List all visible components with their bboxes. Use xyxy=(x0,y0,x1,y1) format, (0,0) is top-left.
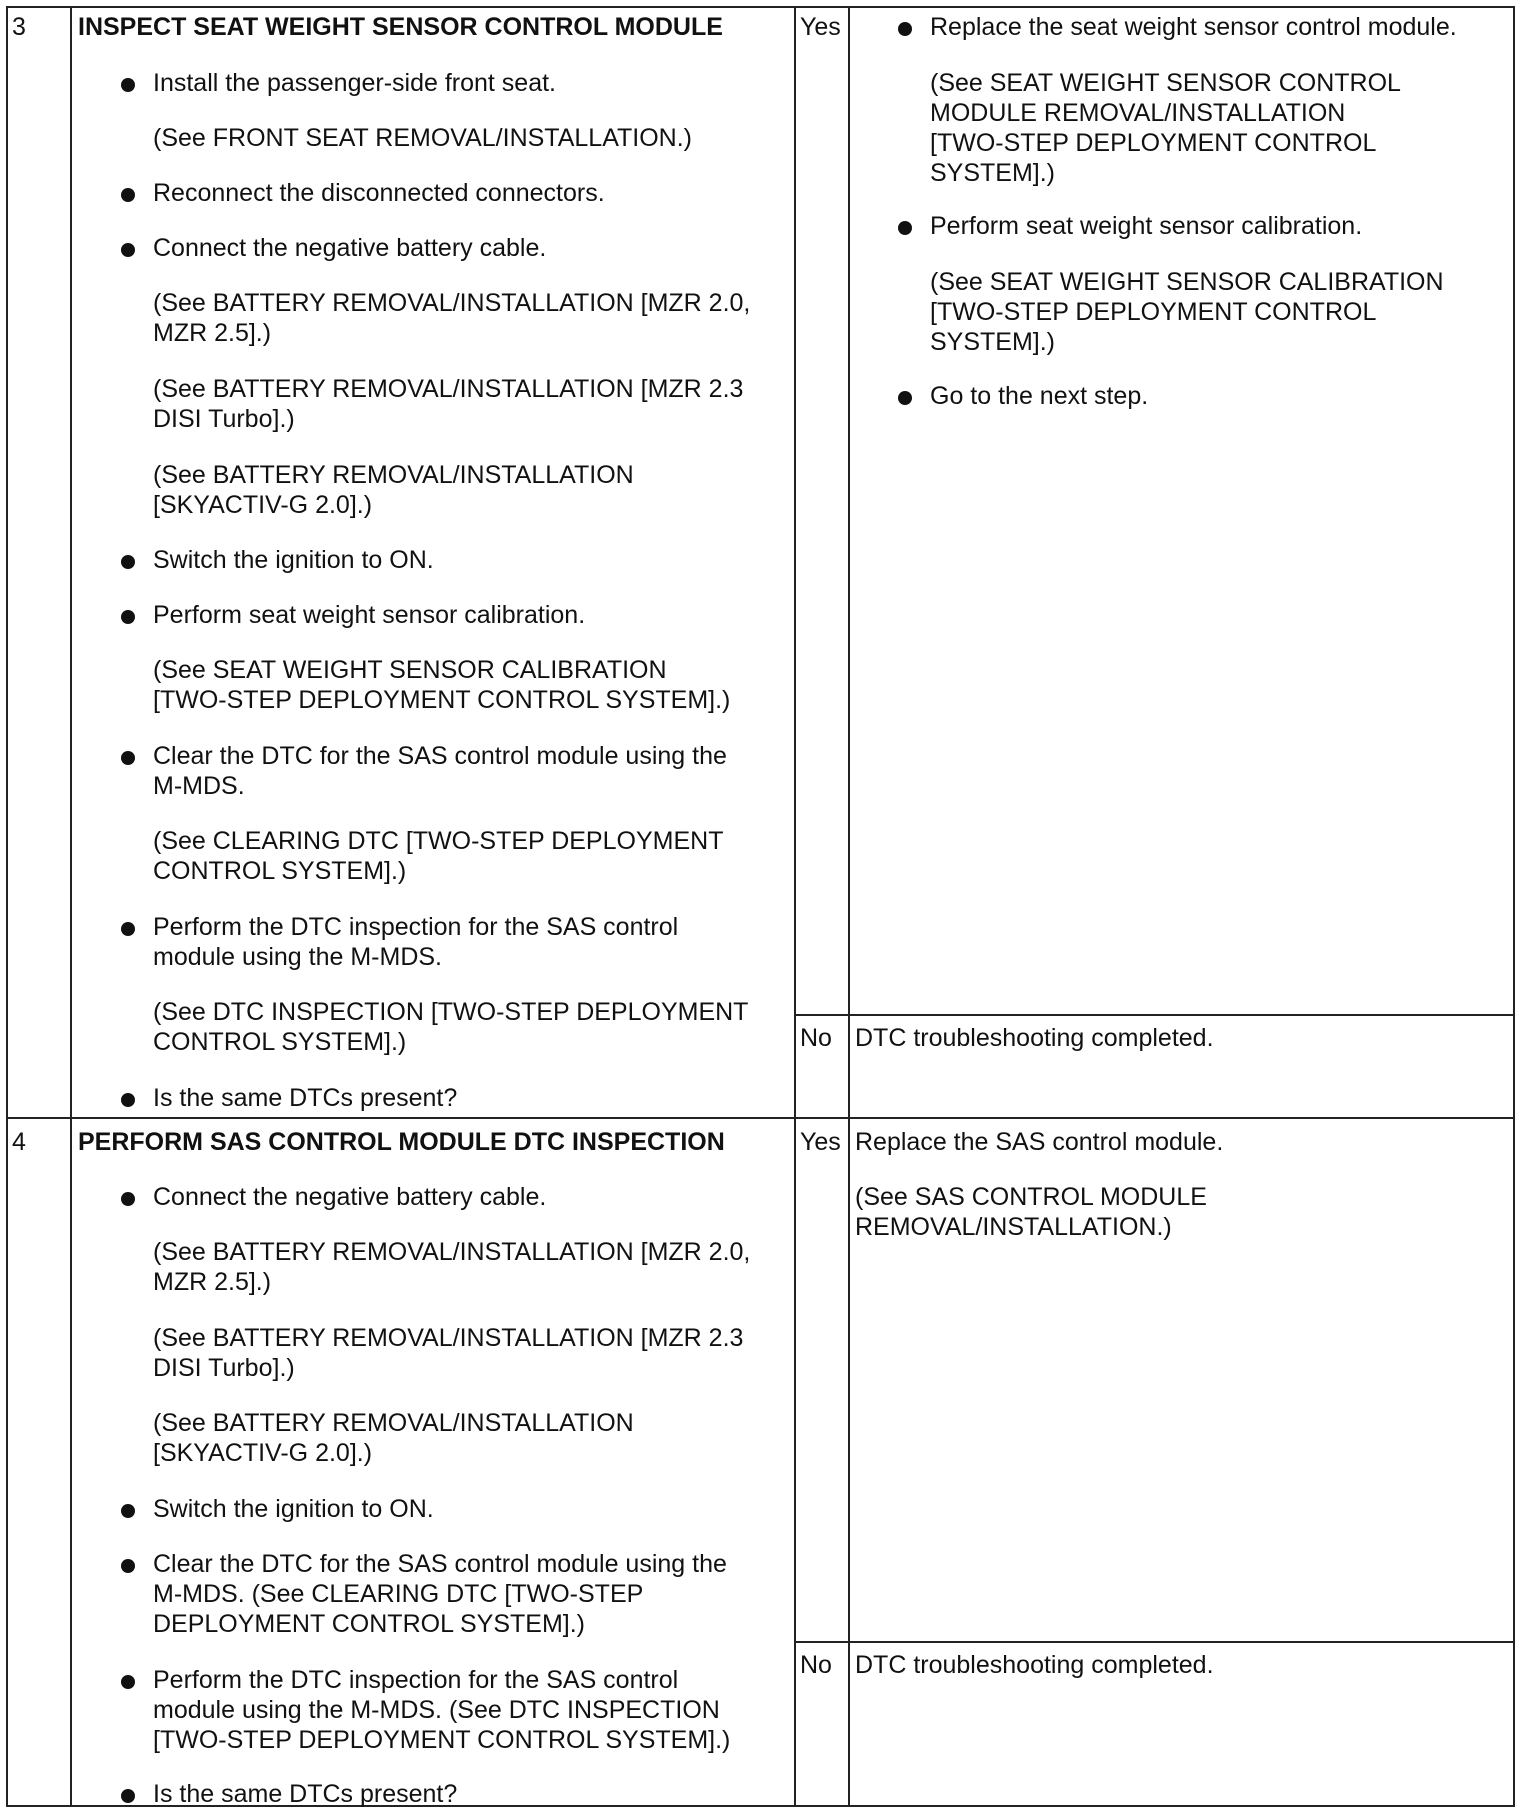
row-divider-step3-step4 xyxy=(6,1117,1515,1119)
column-divider-result xyxy=(848,6,850,1807)
bullet-icon xyxy=(121,1093,135,1107)
step3-item: Perform the DTC inspection for the SAS control module using the M-MDS. xyxy=(153,913,679,971)
step3-question: Is the same DTCs present? xyxy=(153,1084,458,1112)
step3-no-label: No xyxy=(800,1024,832,1052)
step3-item: (See SEAT WEIGHT SENSOR CALIBRATION [TWO-STEP DEPLOYMENT CONTROL SYSTEM].) xyxy=(153,656,731,714)
step4-item: (See BATTERY REMOVAL/INSTALLATION [MZR 2.3 DISI Turbo].) xyxy=(153,1324,744,1382)
bullet-icon xyxy=(121,188,135,202)
bullet-icon xyxy=(898,221,912,235)
bullet-icon xyxy=(121,78,135,92)
bullet-icon xyxy=(121,922,135,936)
step3-yes-label: Yes xyxy=(800,13,841,41)
step3-no-text: DTC troubleshooting completed. xyxy=(855,1024,1214,1052)
step4-yes-label: Yes xyxy=(800,1128,841,1156)
step4-question: Is the same DTCs present? xyxy=(153,1780,458,1808)
step3-yes-item: Go to the next step. xyxy=(930,382,1149,410)
step3-item: (See BATTERY REMOVAL/INSTALLATION [MZR 2.0, MZR 2.5].) xyxy=(153,289,751,347)
step3-yes-item: (See SEAT WEIGHT SENSOR CONTROL MODULE REMOVAL/INSTALLATION [TWO-STEP DEPLOYMENT CONTROL SYSTEM].) xyxy=(930,69,1401,187)
step4-no-label: No xyxy=(800,1651,832,1679)
step3-yes-no-divider xyxy=(794,1014,1515,1016)
bullet-icon xyxy=(898,22,912,36)
step3-item: (See BATTERY REMOVAL/INSTALLATION [MZR 2.3 DISI Turbo].) xyxy=(153,375,744,433)
step4-yes-no-divider xyxy=(794,1641,1515,1643)
bullet-icon xyxy=(121,555,135,569)
column-divider-action xyxy=(794,6,796,1807)
bullet-icon xyxy=(898,391,912,405)
step4-title: PERFORM SAS CONTROL MODULE DTC INSPECTION xyxy=(78,1128,725,1156)
step3-item: Switch the ignition to ON. xyxy=(153,546,434,574)
bullet-icon xyxy=(121,610,135,624)
bullet-icon xyxy=(121,1675,135,1689)
step3-item: (See DTC INSPECTION [TWO-STEP DEPLOYMENT CONTROL SYSTEM].) xyxy=(153,998,749,1056)
step3-number: 3 xyxy=(12,13,26,41)
step4-item: (See BATTERY REMOVAL/INSTALLATION [MZR 2.0, MZR 2.5].) xyxy=(153,1238,751,1296)
step3-item: (See FRONT SEAT REMOVAL/INSTALLATION.) xyxy=(153,124,693,152)
step3-item: Reconnect the disconnected connectors. xyxy=(153,179,605,207)
step4-item: Switch the ignition to ON. xyxy=(153,1495,434,1523)
step3-item: Clear the DTC for the SAS control module using the M-MDS. xyxy=(153,742,727,800)
step4-item: Clear the DTC for the SAS control module using the M-MDS. (See CLEARING DTC [TWO-STEP DEPLOYMENT CONTROL SYSTEM].) xyxy=(153,1550,727,1638)
step3-item: (See BATTERY REMOVAL/INSTALLATION [SKYACTIV-G 2.0].) xyxy=(153,461,634,519)
step4-item: Perform the DTC inspection for the SAS control module using the M-MDS. (See DTC INSPECTION [TWO-STEP DEPLOYMENT CONTROL SYSTEM].) xyxy=(153,1666,731,1754)
bullet-icon xyxy=(121,751,135,765)
step3-yes-item: Replace the seat weight sensor control module. xyxy=(930,13,1457,41)
step3-item: (See CLEARING DTC [TWO-STEP DEPLOYMENT CONTROL SYSTEM].) xyxy=(153,827,724,885)
bullet-icon xyxy=(121,1192,135,1206)
step4-yes-item: (See SAS CONTROL MODULE REMOVAL/INSTALLATION.) xyxy=(855,1183,1207,1241)
step4-number: 4 xyxy=(12,1128,26,1156)
column-divider-step xyxy=(70,6,72,1807)
step3-yes-item: (See SEAT WEIGHT SENSOR CALIBRATION [TWO-STEP DEPLOYMENT CONTROL SYSTEM].) xyxy=(930,268,1444,356)
bullet-icon xyxy=(121,243,135,257)
step3-item: Connect the negative battery cable. xyxy=(153,234,547,262)
step4-item: Connect the negative battery cable. xyxy=(153,1183,547,1211)
step3-yes-item: Perform seat weight sensor calibration. xyxy=(930,212,1363,240)
step3-title: INSPECT SEAT WEIGHT SENSOR CONTROL MODULE xyxy=(78,13,723,41)
step3-item: Perform seat weight sensor calibration. xyxy=(153,601,586,629)
step4-item: (See BATTERY REMOVAL/INSTALLATION [SKYACTIV-G 2.0].) xyxy=(153,1409,634,1467)
step4-yes-item: Replace the SAS control module. xyxy=(855,1128,1224,1156)
bullet-icon xyxy=(121,1504,135,1518)
step3-item: Install the passenger-side front seat. xyxy=(153,69,557,97)
step4-no-text: DTC troubleshooting completed. xyxy=(855,1651,1214,1679)
bullet-icon xyxy=(121,1789,135,1803)
bullet-icon xyxy=(121,1559,135,1573)
